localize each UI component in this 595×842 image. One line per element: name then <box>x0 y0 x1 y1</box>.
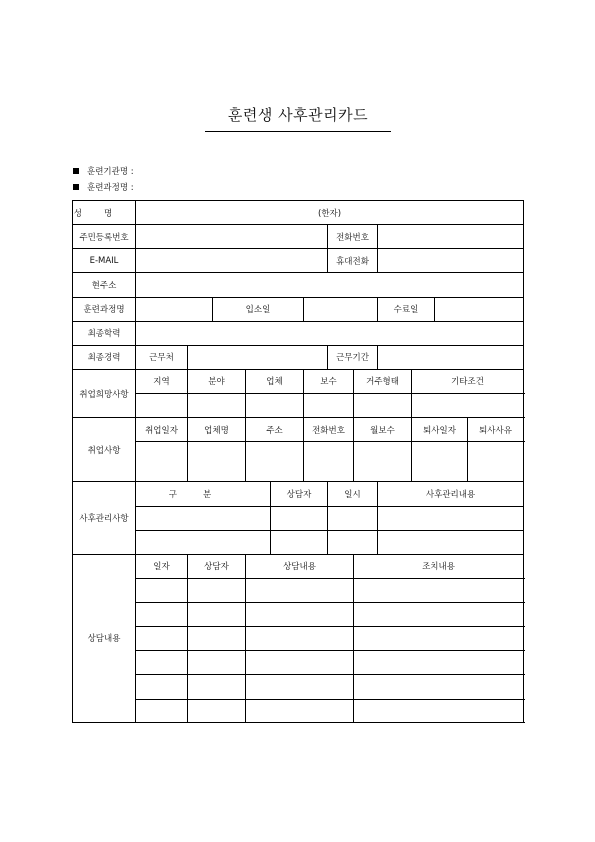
desired-job-label: 취업희망사항 <box>73 369 136 417</box>
workplace-label: 근무처 <box>136 345 188 369</box>
email-label: E-MAIL <box>73 249 136 273</box>
employment-header: 퇴사일자 <box>412 418 468 442</box>
counsel-cell[interactable] <box>246 651 354 675</box>
employment-cell[interactable] <box>136 442 188 482</box>
course-line <box>73 181 134 193</box>
employment-input-row <box>73 442 524 482</box>
institution-label: 훈련기관명 : <box>87 167 134 177</box>
name-field[interactable] <box>136 201 524 225</box>
followup-cell[interactable] <box>136 530 271 554</box>
institution-line <box>73 165 134 177</box>
desired-job-cell[interactable] <box>246 394 304 418</box>
employment-header: 업체명 <box>188 418 246 442</box>
trainee-card-form <box>72 200 524 723</box>
bullet-square-icon <box>73 184 79 190</box>
counsel-cell[interactable] <box>188 627 246 651</box>
name-label: 성명 <box>73 201 136 225</box>
followup-cell[interactable] <box>328 506 378 530</box>
counsel-header-row <box>73 554 524 578</box>
desired-job-header: 기타조건 <box>412 369 524 393</box>
counsel-input-row <box>73 603 524 627</box>
career-label: 최종경력 <box>73 345 136 369</box>
workplace-field[interactable] <box>188 345 328 369</box>
counsel-label: 상담내용 <box>73 554 136 722</box>
followup-cell[interactable] <box>271 530 328 554</box>
resident-id-row <box>73 225 524 249</box>
counsel-cell[interactable] <box>246 603 354 627</box>
followup-header: 사후관리내용 <box>378 482 524 506</box>
counsel-header: 상담내용 <box>246 554 354 578</box>
end-field[interactable] <box>435 297 524 321</box>
employment-cell[interactable] <box>188 442 246 482</box>
education-field[interactable] <box>136 321 524 345</box>
counsel-cell[interactable] <box>188 603 246 627</box>
followup-cell[interactable] <box>271 506 328 530</box>
employment-label: 취업사항 <box>73 418 136 482</box>
employment-cell[interactable] <box>354 442 412 482</box>
employment-cell[interactable] <box>412 442 468 482</box>
employment-header: 전화번호 <box>304 418 354 442</box>
desired-job-header-row <box>73 369 524 393</box>
counsel-cell[interactable] <box>188 675 246 699</box>
counsel-input-row <box>73 699 524 722</box>
counsel-cell[interactable] <box>136 578 188 602</box>
phone-label: 전화번호 <box>328 225 378 249</box>
course-name-label: 훈련과정명 : <box>87 183 134 193</box>
name-row <box>73 201 524 225</box>
followup-header: 구분 <box>136 482 271 506</box>
counsel-cell[interactable] <box>188 699 246 722</box>
counsel-header: 조치내용 <box>354 554 524 578</box>
mobile-field[interactable] <box>378 249 524 273</box>
desired-job-input-row <box>73 394 524 418</box>
followup-cell[interactable] <box>378 530 524 554</box>
counsel-cell[interactable] <box>354 699 524 722</box>
counsel-cell[interactable] <box>246 578 354 602</box>
desired-job-cell[interactable] <box>412 394 524 418</box>
counsel-cell[interactable] <box>354 603 524 627</box>
page-title: 훈련생 사후관리카드 <box>205 104 391 132</box>
hanja-label: (한자) <box>318 208 342 219</box>
counsel-cell[interactable] <box>354 578 524 602</box>
education-row <box>73 321 524 345</box>
counsel-input-row <box>73 578 524 602</box>
employment-cell[interactable] <box>468 442 524 482</box>
desired-job-header: 분야 <box>188 369 246 393</box>
counsel-cell[interactable] <box>246 627 354 651</box>
counsel-cell[interactable] <box>136 699 188 722</box>
employment-header: 퇴사사유 <box>468 418 524 442</box>
counsel-cell[interactable] <box>188 578 246 602</box>
career-row <box>73 345 524 369</box>
followup-cell[interactable] <box>328 530 378 554</box>
address-label: 현주소 <box>73 273 136 297</box>
employment-cell[interactable] <box>304 442 354 482</box>
followup-input-row <box>73 530 524 554</box>
employment-header: 주소 <box>246 418 304 442</box>
employment-cell[interactable] <box>246 442 304 482</box>
course-label: 훈련과정명 <box>73 297 136 321</box>
counsel-cell[interactable] <box>246 675 354 699</box>
counsel-cell[interactable] <box>136 627 188 651</box>
period-field[interactable] <box>378 345 524 369</box>
counsel-cell[interactable] <box>188 651 246 675</box>
employment-header: 취업일자 <box>136 418 188 442</box>
end-label: 수료일 <box>378 297 435 321</box>
address-row <box>73 273 524 297</box>
followup-cell[interactable] <box>136 506 271 530</box>
counsel-cell[interactable] <box>354 651 524 675</box>
desired-job-cell[interactable] <box>188 394 246 418</box>
course-row <box>73 297 524 321</box>
counsel-input-row <box>73 627 524 651</box>
desired-job-cell[interactable] <box>354 394 412 418</box>
education-label: 최종학력 <box>73 321 136 345</box>
counsel-cell[interactable] <box>246 699 354 722</box>
counsel-input-row <box>73 651 524 675</box>
desired-job-header: 지역 <box>136 369 188 393</box>
course-field[interactable] <box>136 297 213 321</box>
followup-input-row <box>73 506 524 530</box>
desired-job-header: 거주형태 <box>354 369 412 393</box>
followup-cell[interactable] <box>378 506 524 530</box>
phone-field[interactable] <box>378 225 524 249</box>
counsel-header: 상담자 <box>188 554 246 578</box>
counsel-cell[interactable] <box>354 675 524 699</box>
start-field[interactable] <box>304 297 378 321</box>
counsel-cell[interactable] <box>136 675 188 699</box>
bullet-square-icon <box>73 168 79 174</box>
desired-job-cell[interactable] <box>136 394 188 418</box>
counsel-input-row <box>73 675 524 699</box>
followup-label: 사후관리사항 <box>73 482 136 554</box>
desired-job-header: 보수 <box>304 369 354 393</box>
counsel-cell[interactable] <box>136 603 188 627</box>
resident-id-label: 주민등록번호 <box>73 225 136 249</box>
counsel-cell[interactable] <box>354 627 524 651</box>
counsel-header: 일자 <box>136 554 188 578</box>
employment-header: 월보수 <box>354 418 412 442</box>
start-label: 입소일 <box>213 297 304 321</box>
counsel-cell[interactable] <box>136 651 188 675</box>
period-label: 근무기간 <box>328 345 378 369</box>
email-row <box>73 249 524 273</box>
desired-job-cell[interactable] <box>304 394 354 418</box>
employment-header-row <box>73 418 524 442</box>
mobile-label: 휴대전화 <box>328 249 378 273</box>
desired-job-header: 업체 <box>246 369 304 393</box>
followup-header: 상담자 <box>271 482 328 506</box>
resident-id-field[interactable] <box>136 225 328 249</box>
email-field[interactable] <box>136 249 328 273</box>
address-field[interactable] <box>136 273 524 297</box>
followup-header-row <box>73 482 524 506</box>
followup-header: 일시 <box>328 482 378 506</box>
